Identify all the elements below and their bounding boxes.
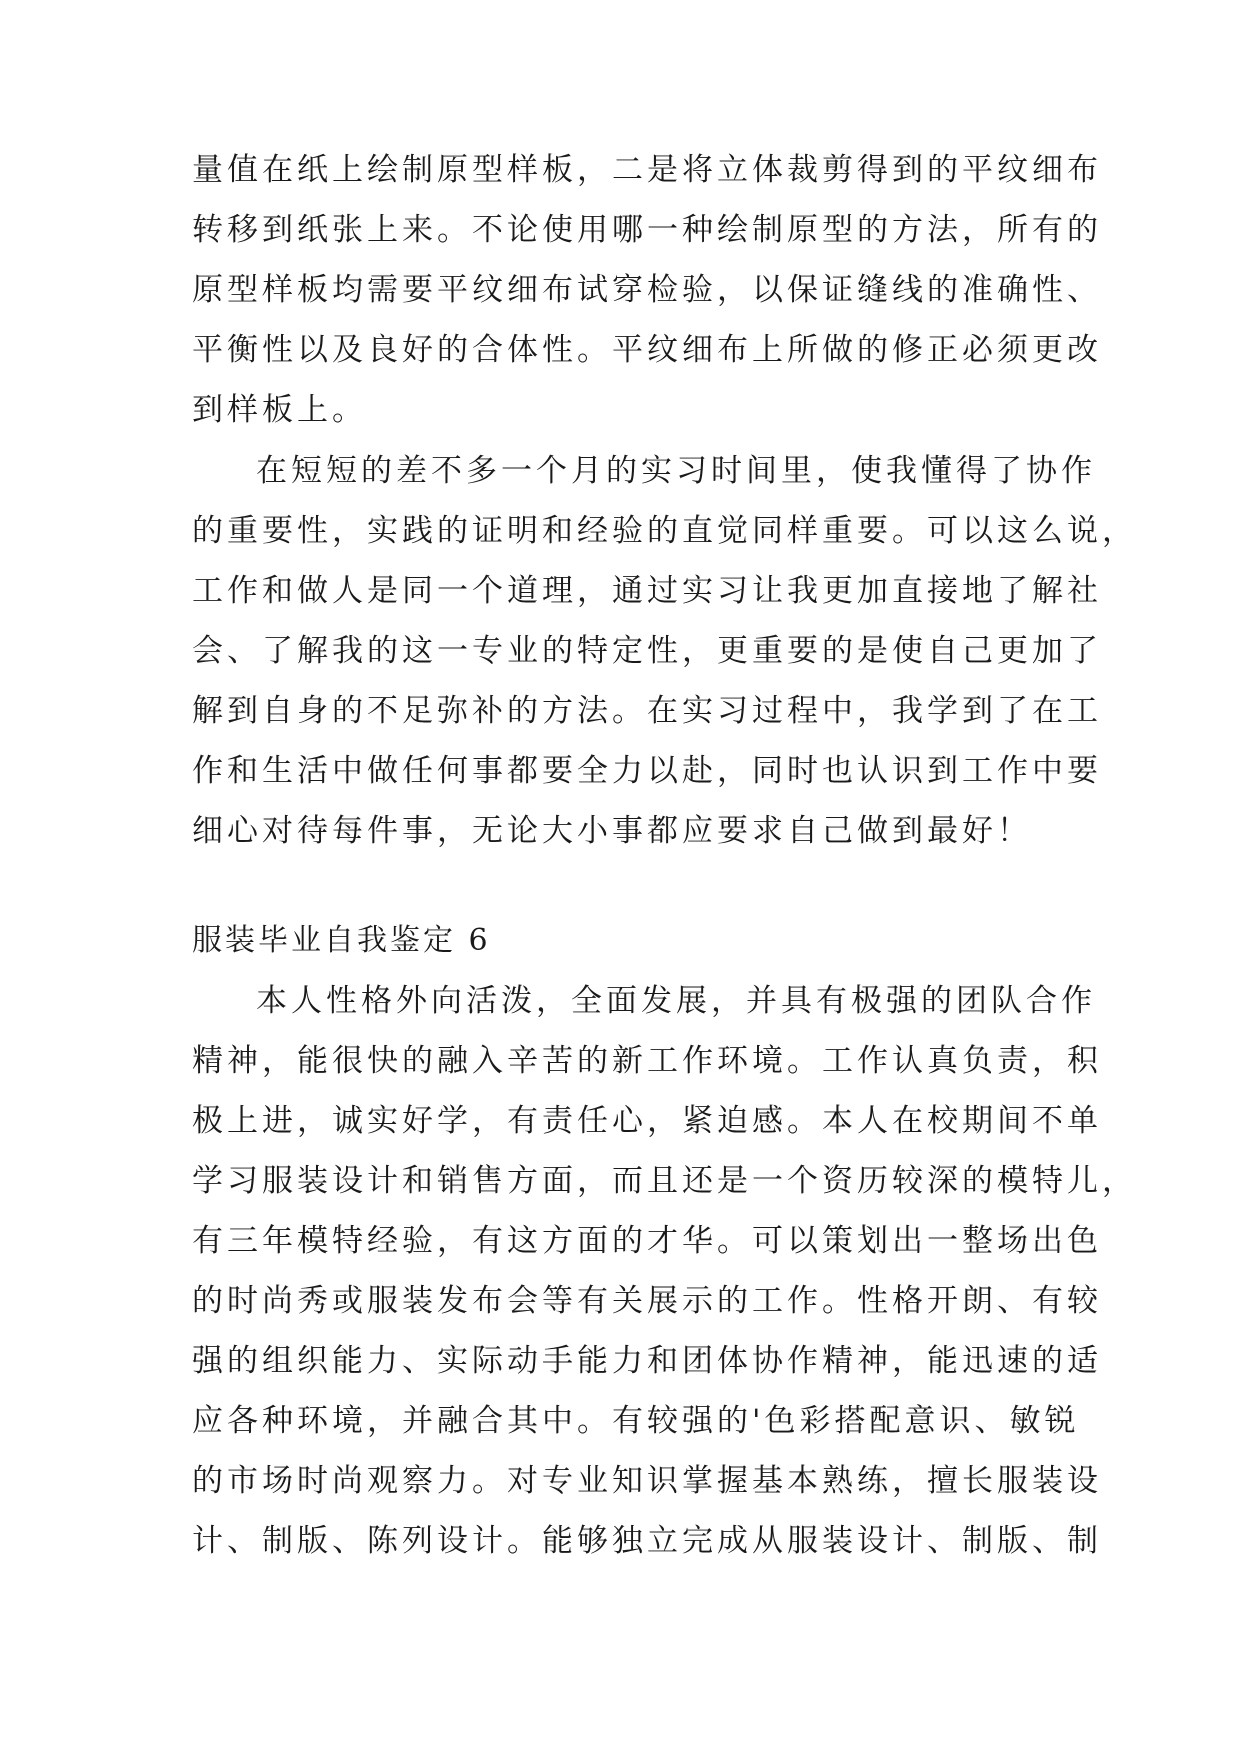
paragraph-1-line-2: 转移到纸张上来。不论使用哪一种绘制原型的方法，所有的 — [192, 212, 1102, 248]
paragraph-2-line-2: 的重要性，实践的证明和经验的直觉同样重要。可以这么说， — [192, 513, 1137, 549]
paragraph-3-line-7: 强的组织能力、实际动手能力和团体协作精神，能迅速的适 — [192, 1343, 1102, 1379]
paragraph-3-line-8: 应各种环境，并融合其中。有较强的'色彩搭配意识、敏锐 — [192, 1403, 1080, 1439]
paragraph-2-line-4: 会、了解我的这一专业的特定性，更重要的是使自己更加了 — [192, 633, 1102, 669]
paragraph-2-line-3: 工作和做人是同一个道理，通过实习让我更加直接地了解社 — [192, 573, 1102, 609]
paragraph-3-line-2: 精神，能很快的融入辛苦的新工作环境。工作认真负责，积 — [192, 1043, 1102, 1079]
paragraph-3-line-1: 本人性格外向活泼，全面发展，并具有极强的团队合作 — [256, 983, 1096, 1019]
paragraph-1-line-5: 到样板上。 — [192, 392, 367, 428]
paragraph-3-line-9: 的市场时尚观察力。对专业知识掌握基本熟练，擅长服装设 — [192, 1463, 1102, 1499]
paragraph-3-line-3: 极上进，诚实好学，有责任心，紧迫感。本人在校期间不单 — [192, 1103, 1102, 1139]
paragraph-3-line-5: 有三年模特经验，有这方面的才华。可以策划出一整场出色 — [192, 1223, 1102, 1259]
paragraph-1-line-1: 量值在纸上绘制原型样板，二是将立体裁剪得到的平纹细布 — [192, 152, 1102, 188]
paragraph-1-line-4: 平衡性以及良好的合体性。平纹细布上所做的修正必须更改 — [192, 332, 1102, 368]
paragraph-2-line-6: 作和生活中做任何事都要全力以赴，同时也认识到工作中要 — [192, 753, 1102, 789]
paragraph-2-line-1: 在短短的差不多一个月的实习时间里，使我懂得了协作 — [256, 453, 1096, 489]
paragraph-3-line-4: 学习服装设计和销售方面，而且还是一个资历较深的模特儿， — [192, 1163, 1137, 1199]
paragraph-3-line-10: 计、制版、陈列设计。能够独立完成从服装设计、制版、制 — [192, 1523, 1102, 1559]
paragraph-2-line-5: 解到自身的不足弥补的方法。在实习过程中，我学到了在工 — [192, 693, 1102, 729]
paragraph-3-line-6: 的时尚秀或服装发布会等有关展示的工作。性格开朗、有较 — [192, 1283, 1102, 1319]
section-heading: 服装毕业自我鉴定 6 — [192, 923, 491, 958]
paragraph-2-line-7: 细心对待每件事，无论大小事都应要求自己做到最好！ — [192, 813, 1032, 849]
paragraph-1-line-3: 原型样板均需要平纹细布试穿检验，以保证缝线的准确性、 — [192, 272, 1102, 308]
